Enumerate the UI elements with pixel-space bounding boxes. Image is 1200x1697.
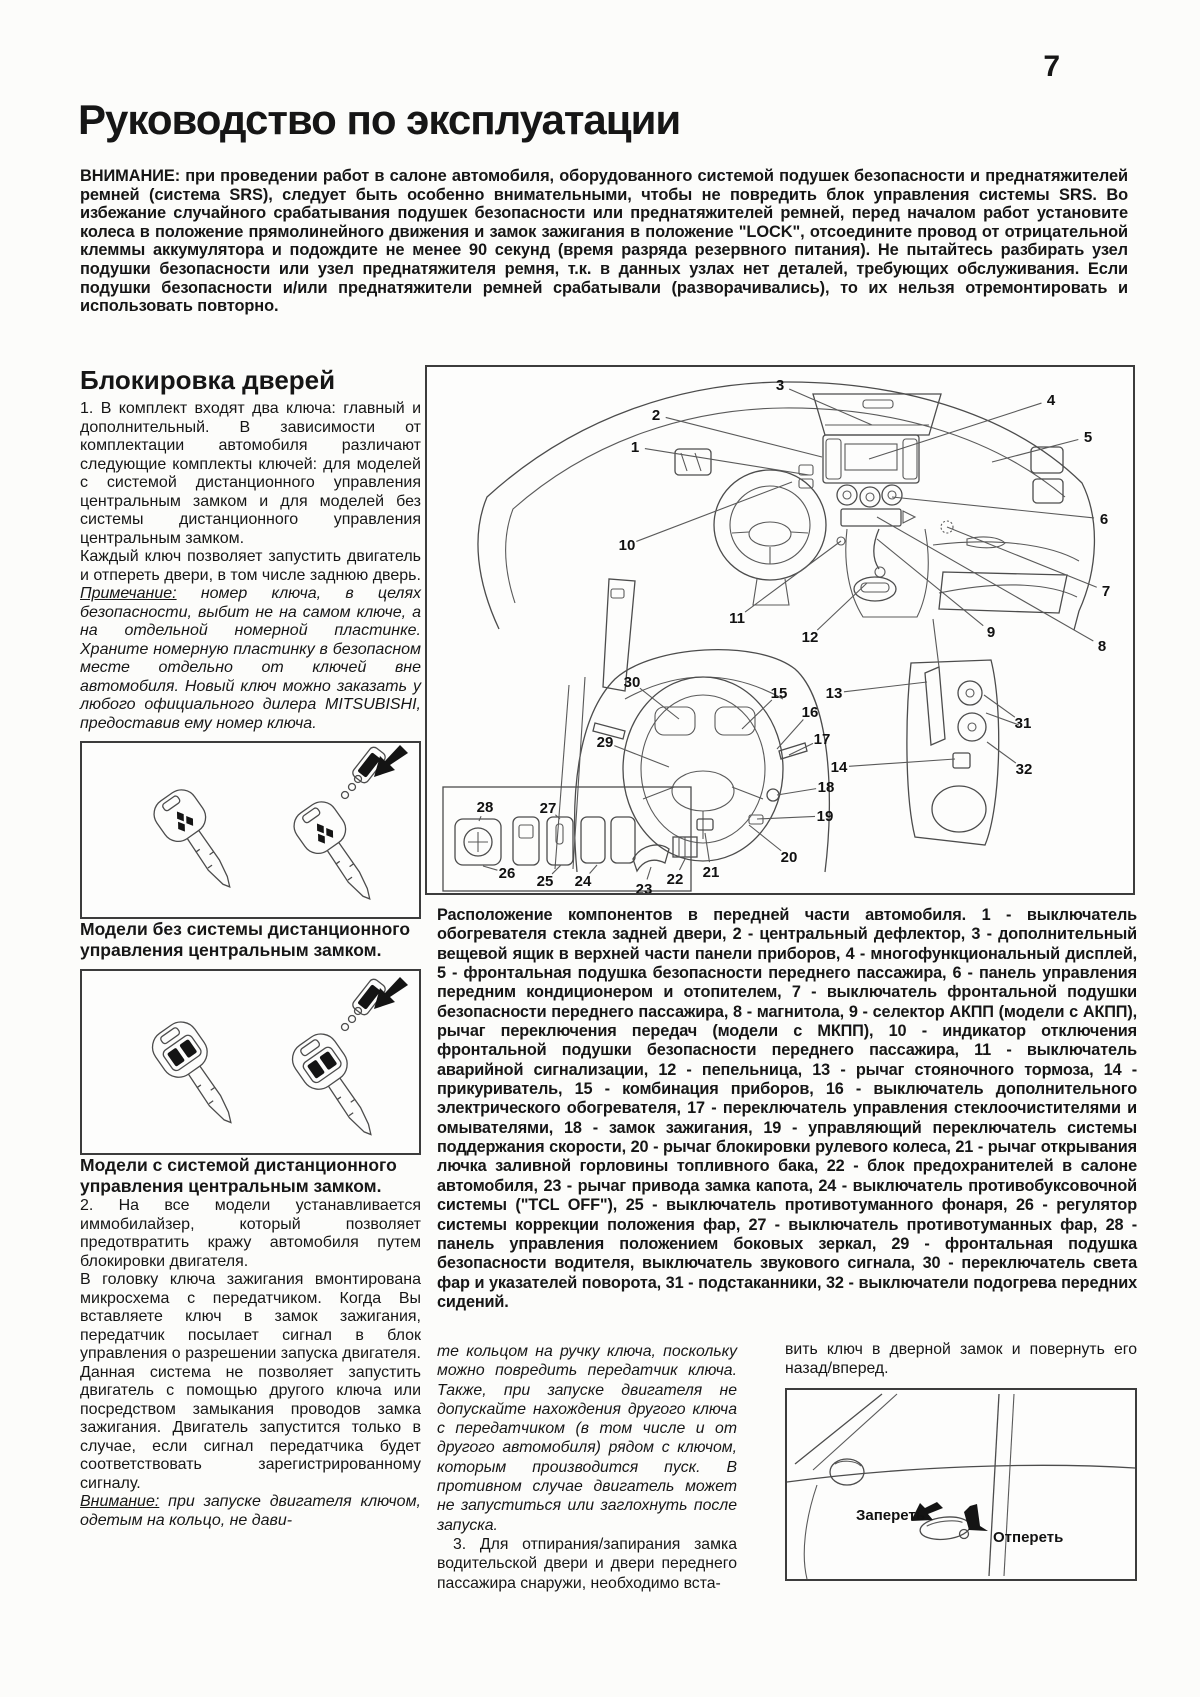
warning-paragraph [80,1493,421,1530]
callout-11: 11 [729,610,745,627]
warning-continuation: те кольцом на ручку ключа, поскольку можно повредить передатчик ключа. Также, при запуске двигателя не допускайте нахождения другого ключа с передатчиком (в том числе и от другого автомобиля) рядом с ключом, которым производится пуск. В противном случае двигатель может не запуститься или заглохнуть после запуска. [437,1343,737,1534]
callout-32: 32 [1015,761,1033,778]
right-column [785,1340,1137,1581]
srs-warning-paragraph: ВНИМАНИЕ: при проведении работ в салоне автомобиля, оборудованного системой подушек безопасности и преднатяжителей ремней (система SRS), следует быть особенно внимательными, чтобы не повредить блок управления системы SRS. Во избежание случайного срабатывания подушек безопасности или преднатяжителей ремней, перед началом работ установите колеса в положение прямолинейного движения и замок зажигания в положение "LOCK", отсоедините провод от отрицательной клеммы аккумулятора и подождите не менее 90 секунд (время разряда резервного питания). Не пытайтесь разбирать узел подушки безопасности или узел преднатяжителя ремня, т.к. в данных узлах нет деталей, требующих обслуживания. Если подушки безопасности и/или преднатяжители ремней срабатывали (разворачивались), то их нельзя отремонтировать и использовать повторно. [80,167,1128,316]
callout-30: 30 [623,674,641,691]
callout-14: 14 [830,759,848,776]
dashboard-diagram [425,365,1135,895]
warning-text: при запуске двигателя ключом, одетым на кольцо, не дави- [80,1493,421,1529]
callout-4: 4 [1046,392,1056,409]
callout-9: 9 [986,624,996,641]
unlock-label: Отпереть [993,1528,1064,1546]
callout-13: 13 [825,685,843,702]
figure-keys-with-remote [80,969,421,1155]
key-number-plate [342,745,409,799]
callout-26: 26 [498,865,516,882]
callout-16: 16 [801,704,819,721]
callout-1: 1 [630,439,640,456]
warning-label: Внимание: [80,1493,160,1510]
figure-keys-without-remote [80,741,421,919]
callout-29: 29 [596,734,614,751]
callout-19: 19 [816,808,834,825]
note-paragraph [80,585,421,733]
paragraph-transponder: В головку ключа зажигания вмонтирована микросхема с передатчиком. Когда Вы вставляете ключ в замок зажигания, передатчик посылает сигнал в блок управления о разрешении запуска двигателя. Данная система не позволяет запустить двигатель с помощью другого ключа или посредством замыкания проводов замка зажигания. Двигатель запустится только в случае, если сигнал передатчика будет соответствовать зарегистрированному сигналу. [80,1271,421,1492]
callout-12: 12 [801,629,819,646]
left-column [80,366,421,1530]
page-number: 7 [1043,50,1060,83]
keys-illustration-2 [82,971,419,1153]
steering-column-closeup [443,619,1019,891]
paragraph-door-unlock: 3. Для отпирания/запирания замка водительской двери и двери переднего пассажира снаружи, необходимо вста- [437,1535,737,1592]
keys-illustration-1 [82,743,419,917]
figure1-caption: Модели без системы дистанционного управления центральным замком. [80,919,411,960]
callout-2: 2 [651,407,661,424]
callout-6: 6 [1099,511,1109,528]
callout-23: 23 [635,881,653,893]
callout-10: 10 [618,537,636,554]
dashboard-front-view [478,382,1094,691]
diagram-caption: Расположение компонентов в передней части автомобиля. 1 - выключатель обогревателя стекла задней двери, 2 - центральный дефлектор, 3 - дополнительный вещевой ящик в верхней части панели приборов, 4 - многофункциональный дисплей, 5 - фронтальная подушка безопасности переднего пассажира, 6 - панель управления передним кондиционером и отопителем, 7 - выключатель фронтальной подушки безопасности переднего пассажира, 8 - магнитола, 9 - селектор АКПП (модели с АКПП), рычаг переключения передач (модели с МКПП), 10 - индикатор отключения фронтальной подушки безопасности переднего пассажира, 11 - выключатель аварийной сигнализации, 12 - пепельница, 13 - рычаг стояночного тормоза, 14 - прикуриватель, 15 - комбинация приборов, 16 - выключатель дополнительного электрического обогревателя, 17 - переключатель управления стеклоочистителями и омывателями, 18 - замок зажигания, 19 - управляющий переключатель системы поддержания скорости, 20 - рычаг блокировки рулевого колеса, 21 - рычаг открывания лючка заливной горловины топливного бака, 22 - блок предохранителей в салоне автомобиля, 23 - рычаг привода замка капота, 24 - выключатель противобуксовочной системы ("TCL OFF"), 25 - выключатель противотуманного фонаря, 26 - регулятор системы коррекции положения фар, 27 - выключатель противотуманных фар, 28 - панель управления положением боковых зеркал, 29 - фронтальная подушка безопасности водителя, выключатель звукового сигнала, 30 - переключатель света фар и указателей поворота, 31 - подстаканники, 32 - выключатели подогрева передних сидений. [437,906,1137,1311]
paragraph-door-unlock-continuation: вить ключ в дверной замок и повернуть его назад/вперед. [785,1341,1137,1378]
callout-8: 8 [1097,638,1107,655]
middle-column [437,1342,737,1593]
callout-25: 25 [536,873,554,890]
callout-31: 31 [1014,715,1032,732]
callout-22: 22 [666,871,684,888]
door-lock-illustration [787,1390,1135,1579]
paragraph-each-key: Каждый ключ позволяет запустить двигатель и отпереть двери, в том числе заднюю дверь. [80,548,421,584]
callout-20: 20 [780,849,798,866]
section-heading: Блокировка дверей [80,365,336,395]
callout-21: 21 [702,864,720,881]
callout-27: 27 [539,800,557,817]
callout-15: 15 [770,685,788,702]
callout-3: 3 [775,377,785,394]
lock-label: Запереть [855,1506,925,1524]
unlock-arrow-icon [964,1504,988,1531]
callout-18: 18 [817,779,835,796]
figure-door-lock [785,1388,1137,1581]
key-number-plate [342,977,409,1031]
note-label: Примечание: [80,585,177,602]
figure2-caption: Модели с системой дистанционного управления центральным замком. [80,1155,397,1196]
diagram-callouts [477,377,1111,893]
callout-17: 17 [813,731,831,748]
paragraph-keys: 1. В комплект входят два ключа: главный и дополнительный. В зависимости от комплектации автомобиля различают следующие комплекты ключей: для моделей с системой дистанционного управления центральным замком и для моделей без системы дистанционного управления центральным замком. [80,400,421,547]
callout-28: 28 [476,799,494,816]
note-text: номер ключа, в целях безопасности, выбит не на самом ключе, а на отдельной номерной пластинке. Храните номерную пластинку в безопасном месте отдельно от ключей вне автомобиля. Новый ключ можно заказать у любого официального дилера MITSUBISHI, предоставив ему номер ключа. [80,585,421,732]
page-title: Руководство по эксплуатации [78,96,681,143]
callout-7: 7 [1101,583,1111,600]
callout-24: 24 [574,873,592,890]
paragraph-immobilizer: 2. На все модели устанавливается иммобилайзер, который позволяет предотвратить кражу автомобиля путем блокировки двигателя. [80,1197,421,1270]
callout-5: 5 [1083,429,1093,446]
